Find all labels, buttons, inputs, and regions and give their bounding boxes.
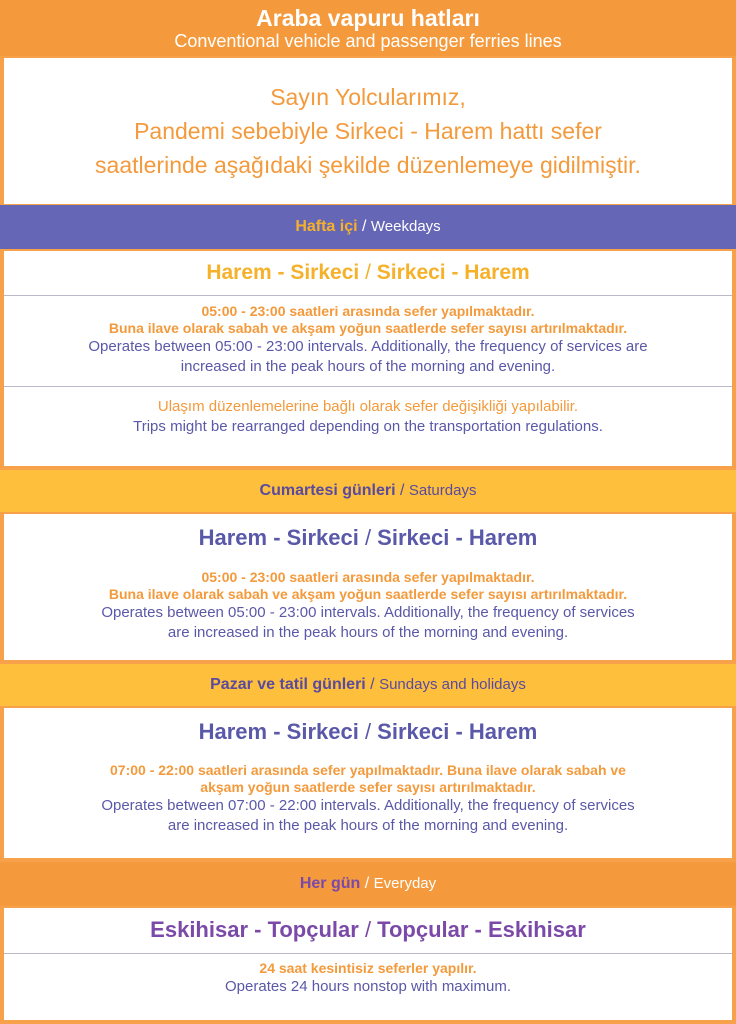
everyday-schedule: [4, 960, 732, 997]
weekdays-note-tr: Ulaşım düzenlemelerine bağlı olarak sefer değişikliği yapılabilir.: [157, 398, 579, 415]
saturdays-en-line-2: are increased in the peak hours of the morning and evening.: [167, 624, 569, 641]
sundays-en-line-1: Operates between 07:00 - 22:00 intervals. Additionally, the frequency of services: [101, 797, 635, 814]
weekdays-note-en: Trips might be rearranged depending on the transportation regulations.: [133, 418, 603, 435]
saturdays-label-en: Saturdays: [408, 482, 477, 499]
weekdays-route-separator: /: [359, 261, 377, 284]
weekdays-en-line-2: increased in the peak hours of the morning and evening.: [180, 358, 556, 375]
saturdays-band: [0, 470, 736, 512]
sundays-route: [4, 718, 732, 746]
saturdays-label-tr: Cumartesi günleri: [259, 482, 396, 499]
everyday-route-separator: /: [358, 917, 378, 942]
weekdays-label-separator: /: [357, 218, 371, 235]
saturdays-route: [4, 524, 732, 552]
weekdays-divider-2: [4, 386, 732, 387]
saturdays-route-b: Sirkeci - Harem: [377, 525, 538, 550]
everyday-tr-line-1: 24 saat kesintisiz seferler yapılır.: [259, 960, 477, 976]
weekdays-label-tr: Hafta içi: [295, 218, 358, 235]
everyday-en-line-1: Operates 24 hours nonstop with maximum.: [225, 978, 511, 995]
notice-panel: [4, 58, 732, 204]
saturdays-route-separator: /: [358, 525, 378, 550]
notice-line-3: saatlerinde aşağıdaki şekilde düzenlemeye gidilmiştir.: [95, 152, 641, 178]
sundays-en-line-2: are increased in the peak hours of the morning and evening.: [167, 817, 569, 834]
header-title: Araba vapuru hatları: [256, 5, 480, 31]
weekdays-route: [4, 260, 732, 286]
sundays-schedule: [4, 762, 732, 836]
saturdays-tr-line-1: 05:00 - 23:00 saatleri arasında sefer yapılmaktadır.: [201, 569, 535, 585]
saturdays-schedule: [4, 569, 732, 643]
page-header: [0, 0, 736, 56]
weekdays-band: [0, 205, 736, 249]
everyday-route-a: Eskihisar - Topçular: [150, 917, 359, 942]
sundays-label-separator: /: [365, 676, 380, 693]
everyday-divider: [4, 953, 732, 954]
sundays-tr-line-1: 07:00 - 22:00 saatleri arasında sefer yapılmaktadır. Buna ilave olarak sabah ve: [110, 762, 626, 778]
sundays-band: [0, 664, 736, 706]
everyday-route: [4, 916, 732, 944]
weekdays-route-b: Sirkeci - Harem: [376, 261, 530, 284]
sundays-route-b: Sirkeci - Harem: [377, 719, 538, 744]
sundays-route-a: Harem - Sirkeci: [198, 719, 359, 744]
weekdays-tr-line-1: 05:00 - 23:00 saatleri arasında sefer yapılmaktadır.: [201, 303, 535, 319]
weekdays-route-a: Harem - Sirkeci: [206, 261, 360, 284]
everyday-label-en: Everyday: [373, 875, 437, 892]
sundays-tr-line-2: akşam yoğun saatlerde sefer sayısı artırılmaktadır.: [200, 779, 536, 795]
weekdays-note: [4, 396, 732, 437]
saturdays-panel: [4, 514, 732, 660]
notice-greeting: Sayın Yolcularımız,: [270, 84, 466, 110]
everyday-label-tr: Her gün: [299, 875, 361, 892]
sundays-route-separator: /: [358, 719, 378, 744]
saturdays-route-a: Harem - Sirkeci: [198, 525, 359, 550]
sundays-label-en: Sundays and holidays: [379, 676, 526, 693]
weekdays-divider-1: [4, 295, 732, 296]
saturdays-label-separator: /: [395, 482, 409, 499]
weekdays-schedule: [4, 303, 732, 377]
weekdays-label-en: Weekdays: [370, 218, 441, 235]
everyday-panel: [4, 908, 732, 1020]
saturdays-en-line-1: Operates between 05:00 - 23:00 intervals. Additionally, the frequency of services: [101, 604, 635, 621]
everyday-band: [0, 862, 736, 906]
sundays-label-tr: Pazar ve tatil günleri: [210, 676, 366, 693]
saturdays-tr-line-2: Buna ilave olarak sabah ve akşam yoğun saatlerde sefer sayısı artırılmaktadır.: [108, 586, 628, 602]
weekdays-tr-line-2: Buna ilave olarak sabah ve akşam yoğun saatlerde sefer sayısı artırılmaktadır.: [108, 320, 628, 336]
header-subtitle: Conventional vehicle and passenger ferries lines: [174, 31, 562, 51]
weekdays-en-line-1: Operates between 05:00 - 23:00 intervals. Additionally, the frequency of services are: [88, 338, 648, 355]
everyday-label-separator: /: [360, 875, 374, 892]
notice-line-2: Pandemi sebebiyle Sirkeci - Harem hattı sefer: [134, 118, 602, 144]
sundays-panel: [4, 708, 732, 858]
everyday-route-b: Topçular - Eskihisar: [377, 917, 586, 942]
weekdays-panel: [4, 251, 732, 466]
